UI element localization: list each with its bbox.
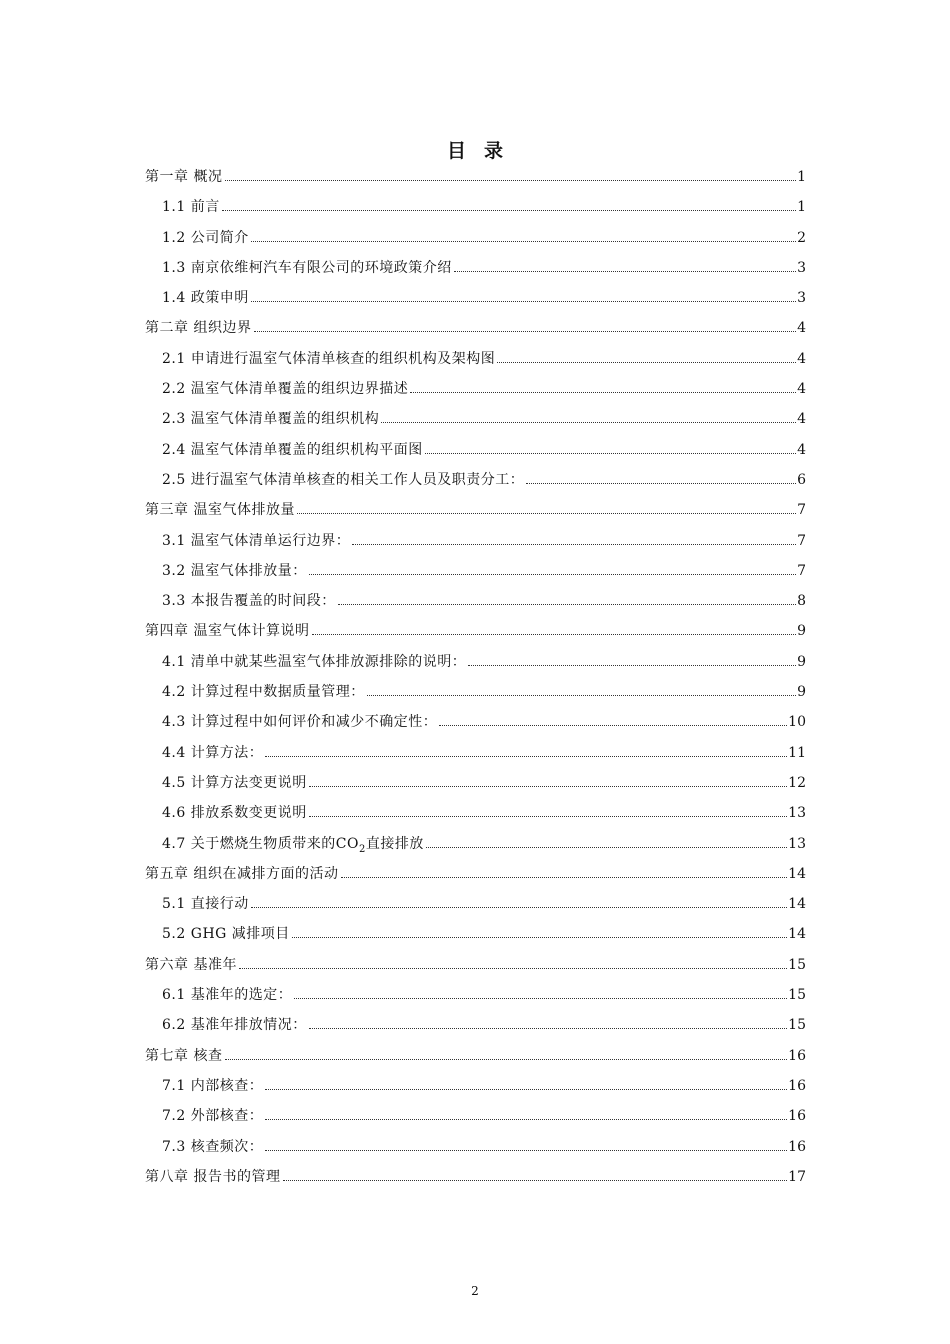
toc-entry-page-number: 16 xyxy=(788,1047,806,1064)
toc-entry-number: 4.2 xyxy=(162,684,186,701)
toc-entry-label xyxy=(162,586,336,616)
toc-entry-page-number: 13 xyxy=(788,835,806,852)
toc-entry-page-number: 15 xyxy=(788,956,806,973)
toc-entry-number: 7.1 xyxy=(162,1077,186,1094)
toc-entry-page-number: 3 xyxy=(797,290,806,307)
toc-dot-leader xyxy=(410,392,796,393)
toc-section-entry[interactable] xyxy=(145,1101,806,1131)
toc-entry-label xyxy=(145,616,310,646)
toc-entry-page-number: 9 xyxy=(797,653,806,670)
toc-entry-label xyxy=(162,798,307,828)
toc-dot-leader xyxy=(294,998,787,999)
toc-entry-label xyxy=(162,647,466,677)
toc-entry-title: 概况 xyxy=(193,169,223,185)
toc-entry-title: 关于燃烧生物质带来的 xyxy=(190,835,336,852)
toc-dot-leader xyxy=(309,574,796,575)
toc-entry-number: 2.2 xyxy=(162,381,186,398)
toc-section-entry[interactable] xyxy=(145,374,806,404)
toc-entry-number: 第六章 xyxy=(145,956,189,973)
toc-entry-page-number: 3 xyxy=(797,259,806,276)
toc-entry-number: 2.5 xyxy=(162,471,186,488)
toc-entry-title: 计算过程中数据质量管理： xyxy=(190,684,365,701)
toc-entry-label xyxy=(145,313,252,343)
toc-entry-label xyxy=(145,859,339,889)
toc-dot-leader xyxy=(526,483,796,484)
toc-section-entry[interactable] xyxy=(145,556,806,586)
toc-entry-page-number: 9 xyxy=(797,623,806,640)
toc-entry-number: 第二章 xyxy=(145,320,189,337)
toc-entry-title: 温室气体排放量： xyxy=(190,562,307,579)
toc-section-entry[interactable] xyxy=(145,919,806,949)
toc-dot-leader xyxy=(225,1059,788,1060)
toc-entry-label xyxy=(162,919,290,949)
toc-section-entry[interactable] xyxy=(145,829,806,859)
toc-entry-title: 清单中就某些温室气体排放源排除的说明： xyxy=(190,653,467,670)
toc-section-entry[interactable] xyxy=(145,980,806,1010)
toc-dot-leader xyxy=(338,604,796,605)
toc-entry-number: 4.7 xyxy=(162,835,186,852)
toc-entry-label xyxy=(162,374,408,404)
toc-dot-leader xyxy=(312,634,797,635)
toc-entry-number: 第四章 xyxy=(145,623,189,640)
toc-entry-label xyxy=(162,707,437,737)
toc-entry-label xyxy=(145,1041,223,1071)
toc-entry-label xyxy=(162,556,307,586)
toc-chapter-entry[interactable] xyxy=(145,859,806,889)
toc-dot-leader xyxy=(225,180,797,181)
toc-entry-title: 组织边界 xyxy=(193,320,252,337)
toc-dot-leader xyxy=(341,877,788,878)
toc-chapter-entry[interactable] xyxy=(145,616,806,646)
toc-dot-leader xyxy=(381,422,796,423)
page-number: 2 xyxy=(471,1284,479,1298)
toc-dot-leader xyxy=(254,331,797,332)
toc-dot-leader xyxy=(309,1028,787,1029)
toc-section-entry[interactable] xyxy=(145,768,806,798)
toc-entry-page-number: 13 xyxy=(788,805,806,822)
toc-entry-label xyxy=(162,192,220,222)
toc-entry-number: 第一章 xyxy=(145,169,189,185)
toc-section-entry[interactable] xyxy=(145,253,806,283)
toc-entry-title: 排放系数变更说明 xyxy=(190,805,307,822)
toc-section-entry[interactable] xyxy=(145,1010,806,1040)
toc-entry-title: GHG 减排项目 xyxy=(190,926,290,943)
toc-dot-leader xyxy=(251,241,796,242)
toc-entry-title: 温室气体计算说明 xyxy=(193,623,310,640)
toc-entry-number: 第七章 xyxy=(145,1047,189,1064)
toc-entry-label xyxy=(145,1162,281,1192)
toc-dot-leader xyxy=(239,968,787,969)
toc-dot-leader xyxy=(251,907,787,908)
toc-section-entry[interactable] xyxy=(145,677,806,707)
toc-chapter-entry[interactable] xyxy=(145,495,806,525)
toc-entry-title: 本报告覆盖的时间段： xyxy=(190,593,336,610)
toc-entry-number: 4.5 xyxy=(162,774,186,791)
toc-section-entry[interactable] xyxy=(145,465,806,495)
toc-entry-number: 第五章 xyxy=(145,865,189,882)
toc-section-entry[interactable] xyxy=(145,435,806,465)
toc-section-entry[interactable] xyxy=(145,1071,806,1101)
toc-entry-number: 6.2 xyxy=(162,1017,186,1034)
toc-entry-label xyxy=(162,253,452,283)
toc-entry-page-number: 1 xyxy=(797,199,806,216)
toc-entry-label xyxy=(145,162,223,192)
toc-entry-formula-subscript: 2 xyxy=(358,843,366,855)
toc-entry-title: 前言 xyxy=(190,199,220,216)
toc-entry-title: 内部核查： xyxy=(190,1077,264,1094)
toc-entry-page-number: 1 xyxy=(797,169,806,185)
toc-chapter-entry[interactable] xyxy=(145,1162,806,1192)
toc-entry-number: 5.2 xyxy=(162,926,186,943)
toc-entry-number: 1.2 xyxy=(162,229,186,246)
toc-entry-number: 第三章 xyxy=(145,502,189,519)
toc-entry-title: 基准年排放情况： xyxy=(190,1017,307,1034)
toc-dot-leader xyxy=(265,1150,787,1151)
toc-entry-label xyxy=(145,950,237,980)
toc-section-entry[interactable] xyxy=(145,192,806,222)
toc-dot-leader xyxy=(309,816,787,817)
toc-entry-title: 温室气体清单覆盖的组织边界描述 xyxy=(190,381,409,398)
toc-entry-number: 1.4 xyxy=(162,290,186,307)
toc-entry-formula: CO xyxy=(335,835,359,852)
toc-entry-number: 3.1 xyxy=(162,532,186,549)
toc-entry-page-number: 6 xyxy=(797,471,806,488)
toc-entry-page-number: 4 xyxy=(797,320,806,337)
toc-entry-title-after: 直接排放 xyxy=(365,835,424,852)
toc-entry-page-number: 16 xyxy=(788,1138,806,1155)
toc-entry-number: 4.6 xyxy=(162,805,186,822)
toc-entry-label xyxy=(162,738,263,768)
toc-dot-leader xyxy=(265,1119,787,1120)
toc-entry-number: 7.2 xyxy=(162,1108,186,1125)
toc-entry-title: 温室气体清单覆盖的组织机构 xyxy=(190,411,380,428)
toc-dot-leader xyxy=(297,513,796,514)
toc-entry-number: 7.3 xyxy=(162,1138,186,1155)
toc-dot-leader xyxy=(426,847,787,848)
toc-entry-page-number: 14 xyxy=(788,896,806,913)
toc-dot-leader xyxy=(292,937,787,938)
toc-entry-number: 4.4 xyxy=(162,744,186,761)
toc-entry-page-number: 4 xyxy=(797,381,806,398)
toc-entry-label xyxy=(162,768,307,798)
toc-section-entry[interactable] xyxy=(145,647,806,677)
toc-entry-title: 温室气体清单覆盖的组织机构平面图 xyxy=(190,441,423,458)
toc-entry-title: 计算过程中如何评价和减少不确定性： xyxy=(190,714,438,731)
toc-entry-number: 3.3 xyxy=(162,593,186,610)
toc-section-entry[interactable] xyxy=(145,223,806,253)
toc-entry-title: 核查频次： xyxy=(190,1138,264,1155)
toc-dot-leader xyxy=(468,665,796,666)
toc-chapter-entry[interactable] xyxy=(145,950,806,980)
toc-entry-label xyxy=(162,283,249,313)
toc-entry-page-number: 11 xyxy=(788,744,806,761)
toc-entry-label xyxy=(162,889,249,919)
toc-entry-page-number: 10 xyxy=(788,714,806,731)
toc-entry-title: 报告书的管理 xyxy=(193,1168,281,1185)
toc-entry-title: 组织在减排方面的活动 xyxy=(193,865,339,882)
toc-dot-leader xyxy=(309,786,787,787)
toc-entry-page-number: 8 xyxy=(797,593,806,610)
toc-dot-leader xyxy=(251,301,796,302)
toc-entry-title: 计算方法变更说明 xyxy=(190,774,307,791)
toc-entry-page-number: 7 xyxy=(797,562,806,579)
toc-entry-title: 温室气体清单运行边界： xyxy=(190,532,351,549)
toc-section-entry[interactable] xyxy=(145,798,806,828)
toc-entry-page-number: 12 xyxy=(788,774,806,791)
toc-entry-number: 1.3 xyxy=(162,259,186,276)
toc-section-entry[interactable] xyxy=(145,283,806,313)
toc-dot-leader xyxy=(265,1089,787,1090)
toc-entry-label xyxy=(162,344,495,374)
toc-entry-title: 基准年 xyxy=(193,956,237,973)
toc-dot-leader xyxy=(454,271,796,272)
toc-entry-page-number: 2 xyxy=(797,229,806,246)
toc-entry-page-number: 4 xyxy=(797,411,806,428)
toc-entry-label xyxy=(162,1101,263,1131)
toc-dot-leader xyxy=(352,544,796,545)
toc-entry-page-number: 17 xyxy=(788,1168,806,1185)
toc-entry-title: 南京依维柯汽车有限公司的环境政策介绍 xyxy=(190,259,452,276)
toc-entry-page-number: 15 xyxy=(788,987,806,1004)
toc-heading: 目录 xyxy=(446,140,521,162)
toc-section-entry[interactable] xyxy=(145,526,806,556)
toc-entry-label xyxy=(162,526,350,556)
toc-entry-page-number: 16 xyxy=(788,1108,806,1125)
toc-entry-label xyxy=(162,1071,263,1101)
toc-entry-page-number: 15 xyxy=(788,1017,806,1034)
toc-entry-number: 6.1 xyxy=(162,987,186,1004)
toc-dot-leader xyxy=(283,1180,788,1181)
toc-entry-title: 公司简介 xyxy=(190,229,249,246)
toc-section-entry[interactable] xyxy=(145,889,806,919)
toc-dot-leader xyxy=(439,725,787,726)
toc-entry-label xyxy=(162,223,249,253)
toc-entry-title: 外部核查： xyxy=(190,1108,264,1125)
toc-chapter-entry[interactable] xyxy=(145,162,806,192)
toc-entry-label xyxy=(162,677,365,707)
toc-entry-number: 1.1 xyxy=(162,199,186,216)
toc-entry-page-number: 9 xyxy=(797,684,806,701)
toc-chapter-entry[interactable] xyxy=(145,313,806,343)
toc-entry-page-number: 4 xyxy=(797,350,806,367)
toc-section-entry[interactable] xyxy=(145,738,806,768)
toc-section-entry[interactable] xyxy=(145,707,806,737)
toc-entry-number: 4.1 xyxy=(162,653,186,670)
toc-entry-number: 5.1 xyxy=(162,896,186,913)
toc-entry-number: 2.1 xyxy=(162,350,186,367)
toc-entry-label xyxy=(162,435,423,465)
toc-entry-number: 2.3 xyxy=(162,411,186,428)
table-of-contents xyxy=(145,162,806,1192)
toc-entry-title: 基准年的选定： xyxy=(190,987,293,1004)
toc-entry-page-number: 4 xyxy=(797,441,806,458)
toc-entry-label xyxy=(162,465,524,495)
toc-section-entry[interactable] xyxy=(145,404,806,434)
toc-entry-label xyxy=(162,1132,263,1162)
toc-entry-page-number: 7 xyxy=(797,502,806,519)
toc-entry-title: 温室气体排放量 xyxy=(193,502,295,519)
toc-entry-label xyxy=(162,980,292,1010)
toc-entry-number: 第八章 xyxy=(145,1168,189,1185)
toc-section-entry[interactable] xyxy=(145,586,806,616)
toc-entry-label xyxy=(145,495,295,525)
toc-entry-title: 政策申明 xyxy=(190,290,249,307)
toc-dot-leader xyxy=(222,210,796,211)
toc-entry-page-number: 7 xyxy=(797,532,806,549)
toc-section-entry[interactable] xyxy=(145,344,806,374)
toc-entry-page-number: 16 xyxy=(788,1077,806,1094)
toc-entry-title: 进行温室气体清单核查的相关工作人员及职责分工： xyxy=(190,471,525,488)
toc-entry-page-number: 14 xyxy=(788,865,806,882)
toc-entry-page-number: 14 xyxy=(788,926,806,943)
toc-entry-title: 计算方法： xyxy=(190,744,264,761)
toc-entry-title: 直接行动 xyxy=(190,896,249,913)
toc-entry-label xyxy=(162,404,379,434)
toc-entry-label xyxy=(162,1010,307,1040)
toc-entry-number: 2.4 xyxy=(162,441,186,458)
toc-dot-leader xyxy=(367,695,796,696)
toc-dot-leader xyxy=(425,453,796,454)
toc-dot-leader xyxy=(497,362,796,363)
toc-dot-leader xyxy=(265,756,787,757)
toc-entry-number: 3.2 xyxy=(162,562,186,579)
toc-entry-number: 4.3 xyxy=(162,714,186,731)
toc-section-entry[interactable] xyxy=(145,1132,806,1162)
toc-entry-title: 申请进行温室气体清单核查的组织机构及架构图 xyxy=(190,350,496,367)
toc-entry-title: 核查 xyxy=(193,1047,223,1064)
toc-chapter-entry[interactable] xyxy=(145,1041,806,1071)
